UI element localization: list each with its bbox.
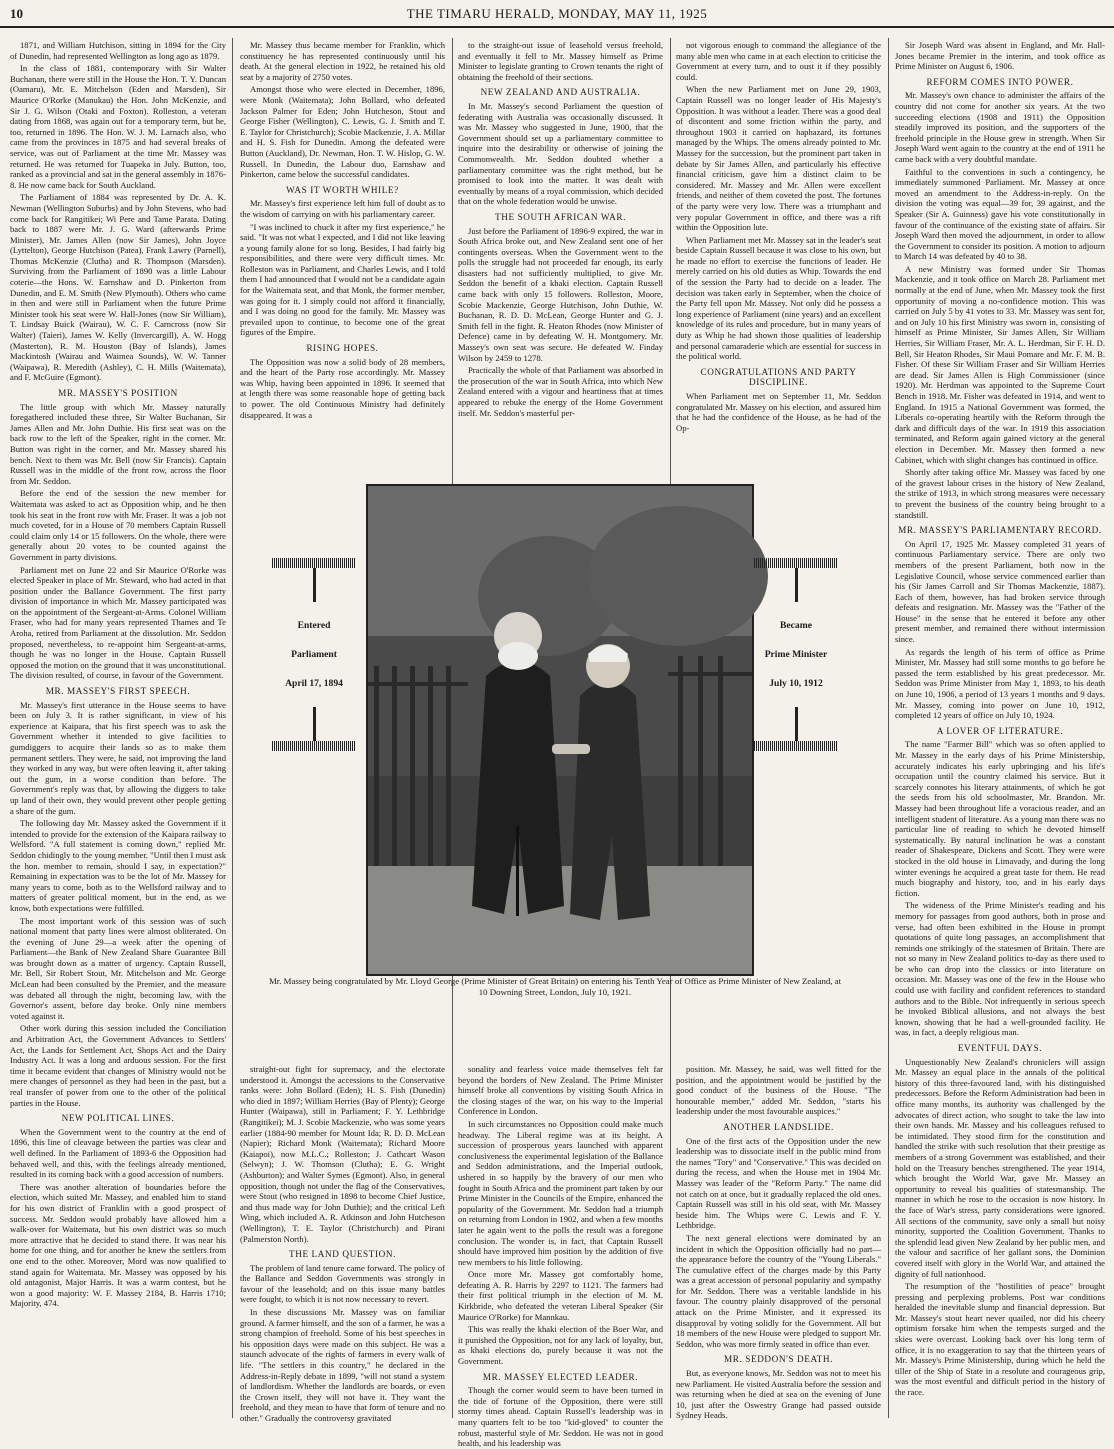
column-rule <box>888 38 889 1418</box>
section-heading: A LOVER OF LITERATURE. <box>936 725 1064 736</box>
paragraph: There was another alteration of boundaries before the election, which suited Mr. Massey, and enabled him to stand for his own district of Franklin with a good prospect of success. Mr. Seddon would probably have allowed him a walk-over for Waitemata, but his own district was so much more attractive that he decided to stand there. It was near his home for one thing, and for another he knew the settlers from one end to the other. Moreover, Mord was now qualified to stand again for Waitemata. Mr. Massey was opposed by his old antagonist, Major Harris. It was a warm contest, but he won a good majority: W. F. Massey 2184, B. Harris 1710; Majority, 474. <box>10 1181 226 1309</box>
column-5 <box>895 40 1105 1420</box>
paragraph: The Parliament of 1884 was represented by Dr. A. K. Newman (Wellington Suburbs) and by John Stevens, who had come back for Rangitikei; Wi Pere and Tame Parata. Dating back to 1887 were Mr. J. G. Ward (afterwards Prime Minister), Mr. James Allen (now Sir James), John Joyce (Lyttelton), George Hutchison (Patea), Frank Lawry (Parnell), Thomas McKenzie (Clutha) and R. Thompson (Marsden). Surviving from the Parliament of 1890 was a little Labour coterie—the Hons. W. Earnshaw and D. Pinkerton from Dunedin, and E. M. Smith (New Plymouth). Others who came in then and were still in Parliament when the future Prime Minister took his seat were W. Hall-Jones (now Sir William), T. Lindsay Buick (Wairau), W. C. F. Carncross (now Sir Walter) (Taieri), James W. Kelly (Invercargill), A. W. Hogg (Masterton), R. M. Houston (Bay of Islands), James Mackintosh (Wairau and Waimea Sounds), W. W. Tanner (Waipawa), R. Meredith (Ashley), C. H. Mills (Waitemata), and F. McGuire (Egmont). <box>10 192 226 383</box>
paragraph: The most important work of this session was of such national moment that party lines were almost obliterated. On the evening of June 29—a week after the opening of Parliament—the Bank of New Zealand Share Guarantee Bill was brought down as a matter of urgency. Captain Russell, Mr. Bell, Sir Robert Stout, Mr. Mitchelson and Mr. George McLean had been consulted by the Premier, and the measure was debated all through the night, becoming law, with the Governor's assent, before day broke. Only nine members voted against it. <box>10 915 226 1021</box>
paragraph: When Parliament met Mr. Massey sat in the leader's seat beside Captain Russell because it was close to his own, but he made no effort to exercise the functions of leader. He merely carried on his old duties as Whip. Towards the end of the session the Party had to decide on a leader. The decision was taken early in September, when the choice of the Party fell upon Mr. Massey. Not only did he possess a long experience of Parliament (nine years) and an excellent knowledge of its rules and procedure, but in many years of duty as Whip he had shown those qualities of leadership and personal camaraderie which are essential for success in the political world. <box>676 234 881 362</box>
paragraph: Mr. Massey's first utterance in the House seems to have been on July 3. It is rather significant, in view of his experience at Kaipara, that his first speech was to ask the Government whether it intended to give facilities to gumdiggers to acquire their lands so as to make them permanent settlers. They were, he said, not improving the land they worked in any way, but were often leaving it, after taking out the gum, in a worse condition than before. The Government's reply was that, by allowing the diggers to take up land of their own, they would prevent other people getting a share of the gum. <box>10 699 226 816</box>
panel-line: Prime Minister <box>764 649 828 660</box>
paragraph: When the new Parliament met on June 29, 1903, Captain Russell was no longer leader of His Majesty's Opposition. It was without a leader. There was a good deal of discontent and some friction within the party, and throughout 1903 it carried on haphazard, its fortunes managed by the Whips. The omens already pointed to Mr. Massey for the succession, but the prominent part taken in debate by Sir James Allen, and particularly his effective financial criticism, gave him a distinct claim to be considered. Mr. Massey and Mr. Allen were excellent friends, and neither of them coveted the post. The fortunes of the party were very low. There was a triumphant and very popular Government in office, and there was a rift within the Opposition lute. <box>676 84 881 233</box>
paragraph: Just before the Parliament of 1896-9 expired, the war in South Africa broke out, and New Zealand sent one of her contingents overseas. When the Government went to the polls the struggle had not proceeded far enough, its early disasters had not sufficiently multiplied, to give Mr. Seddon the benefit of a khaki election. Captain Russell came back with only 15 followers. Rolleston, Moore, Scobie Mackenzie, George Hutchison, John Duthie, W. Buchanan, R. D. D. McLean, George Hunter and G. J. Smith fell in the fight. R. Heaton Rhodes (now Minister of Defence) came in by defeating W. H. Montgomery. Mr. Massey's own seat was secure. He defeated W. Finday Wilson by 2459 to 1278. <box>458 225 663 363</box>
paragraph: In Mr. Massey's second Parliament the question of federating with Australia was occasionally discussed. It was Mr. Massey who suggested in June, 1900, that the Government should set up a parliamentary committee to inquire into the desirability or otherwise of joining the Commonwealth. Mr. Seddon doubted whether a parliamentary committee was the right method, but he promised to look into the matter. It was dealt with eventually by means of a royal commission, which decided that on the whole federation would be unwise. <box>458 100 663 207</box>
entered-parliament-panel <box>264 558 364 751</box>
photo-feature <box>264 478 846 1048</box>
paragraph: The little group with which Mr. Massey naturally foregathered included these three, Sir Walter Buchanan, Sir James Allen and Mr. John Duthie. His first seat was on the back row to the left of the Speaker, right in the corner. Mr. Button was right in the corner, and Mr. Massey shared his bench. Next to them was Mr. Bell (now Sir Francis). Captain Russell was in the middle of the front row, across the floor from Mr. Seddon. <box>10 401 226 486</box>
ornamental-bar <box>272 558 356 568</box>
section-heading: EVENTFUL DAYS. <box>957 1043 1043 1054</box>
paragraph: Faithful to the conventions in such a contingency, he immediately summoned Parliament. Mr. Massey at once moved an amendment to the Address-in-reply. On the division the voting was equal—39 for, 39 against, and the Speaker (Sir A. Guinness) gave his vote constitutionally in favour of the continuance of the existing state of affairs. Sir Joseph Ward then moved the adjournment, in order to allow the Government to consider its position. A motion to adjourn to March 14 was defeated by 40 to 38. <box>895 166 1105 262</box>
column-1 <box>10 40 226 1420</box>
paragraph: Sir Joseph Ward was absent in England, and Mr. Hall-Jones became Premier in the interim, and took office as Prime Minister on August 6, 1906. <box>895 40 1105 72</box>
ornamental-bar <box>272 741 356 751</box>
section-heading: RISING HOPES. <box>306 343 379 354</box>
paragraph: not vigorous enough to command the allegiance of the many able men who came in at each election to criticise the Government at every turn, and to oust it if they possibly could. <box>676 40 881 82</box>
section-heading: MR. MASSEY ELECTED LEADER. <box>482 1371 639 1382</box>
paragraph: One of the first acts of the Opposition under the new leadership was to dissociate itself in the public mind from the names "Tory" and "Conservative." This was decided on during the recess, and when the House met in 1904 Mr. Massey was leader of the "Reform Party." The name did not catch on at once, but it gradually replaced the old ones. Captain Russell was still in his old seat, with Mr. Massey beside him. The Whips were C. Lewis and F. Y. Lethbridge. <box>676 1135 881 1231</box>
paragraph: The problem of land tenure came forward. The policy of the Ballance and Seddon Governments was strongly in favour of the leasehold; and on this issue many battles were fought, to which it is not now necessary to revert. <box>240 1262 445 1305</box>
column-3-bottom <box>458 1064 663 1449</box>
paragraph: The name "Farmer Bill" which was so often applied to Mr. Massey in the early days of his Prime Ministership, accurately indicates his early upbringing and his life's occupation until the country claimed his service. But it scarcely connotes his literary attainments, of which he got the seeds from his old schoolmaster, Mr. Brandon. Mr. Massey had been throughout life a voracious reader, and an intelligent student of literature. As a young man there was no particular line of reading to which he devoted himself systematically. By natural inclination he was a constant reader of Shakespeare, Dickens and Scott. They were were stocked in the old house in Limavady, and during the long winter evenings he acquired a great taste for them. He read much biography and history, too, and in his early days fiction. <box>895 739 1105 898</box>
paragraph: Mr. Massey's first experience left him full of doubt as to the wisdom of carrying on with his parliamentary career. <box>240 198 445 219</box>
column-3-top <box>458 40 663 468</box>
column-4-bottom <box>676 1064 882 1421</box>
paragraph: In the class of 1881, contemporary with Sir Walter Buchanan, there were still in the House the Hon. T. Y. Duncan (Oamaru), Mr. E. Mitchelson (Eden and Marsden), Sir Maurice O'Rorke (Manukau) the Hon. John McKenzie, and Sir J. G. Wilson (Otaki and Foxton). Rolleston, a veteran dating from 1868, was again out for a temporary term, but he, too, returned in 1896. The Hon. W. J. M. Larnach also, who came from the provinces in 1875 and had several breaks of service, was out of Parliament at the time Mr. Massey was returned. He was returned for Tuapeka in July. Button, too, ranked as a provincial and sat in the general assembly in 1876-8. He now came back for South Auckland. <box>10 63 226 190</box>
panel-line: Became <box>780 620 812 631</box>
paragraph: to the straight-out issue of leasehold versus freehold, and eventually it fell to Mr. Massey himself as Prime Minister to legislate granting to Crown tenants the right of obtaining the freehold of their sections. <box>458 40 663 82</box>
section-heading: THE SOUTH AFRICAN WAR. <box>495 211 626 222</box>
ornamental-stem <box>795 707 798 741</box>
paragraph: Amongst those who were elected in December, 1896, were Monk (Waitemata); John Bollard, who defeated Jackson Palmer for Eden; John Hutcheson, Stout and George Fisher (Wellington), C. Lewis, G. J. Smith and T. E. Taylor for Christchurch); Scobie Mackenzie, J. A. Millar and H. S. Fish for Dunedin. Among the defeated were Button (Auckland), Dr. Newman, Hon. T. W. Hislop, G. W. Russell. In Dunedin, the Labour duo, Earnshaw and Pinkerton, came below the successful candidates. <box>240 84 445 180</box>
paragraph: The next general elections were dominated by an incident in which the Opposition officially had no part—the appearance before the country of the "Young Liberals." The cumulative effect of the charges made by this Party was a great accession of personal popularity and sympathy for Mr. Seddon. There was a veritable landslide in his favour. The country plainly disapproved of the personal attack on the Prime Minister, and it expressed its disapproval by voting solidly for the Government. All but 18 members of the new House were pledged to support Mr. Seddon, who was more firmly seated in office than ever. <box>676 1232 881 1349</box>
paragraph: The following day Mr. Massey asked the Government if it intended to provide for the extension of the Kaipara railway to Wellsford. "A full statement is coming down," replied Mr. Seddon chidingly to the young member. "Until then I must ask the hon. member to remain, should I say, in expectation?" Remaining in expectation was to be the lot of Mr. Massey for many years to come, both as to the Wellsford railway and to matters of greater political moment, but in the end, as we know, both expectations were fulfilled. <box>10 818 226 913</box>
paragraph: Once more Mr. Massey got comfortably home, defeating A. R. Harris by 2297 to 1121. The farmers had their first political triumph in the election of M. M. Kirkbride, who defeated the veteran Liberal Speaker (Sir Maurice O'Rorke) for Mannkau. <box>458 1269 663 1322</box>
section-heading: MR. MASSEY'S PARLIAMENTARY RECORD. <box>898 525 1102 536</box>
paragraph: Other work during this session included the Conciliation and Arbitration Act, the Government Advances to Settlers' Act, the Lands for Settlement Act, Shops Act and the Dairy Industry Act. It was a long and arduous session. For the first time it became evident that changes of Ministry would not be mere changes of personnel as they had been in the past, but a real transfer of power from one to the other of the political parties in the House. <box>10 1023 226 1108</box>
photo-caption: Mr. Massey being congratulated by Mr. Lloyd George (Prime Minister of Great Britain) on entering his Tenth Year of Office as Prime Minister of New Zealand, at 10 Downing Street, London, July 10, 1921. <box>268 976 842 997</box>
became-prime-minister-panel <box>746 558 846 751</box>
paragraph: Mr. Massey's own chance to administer the affairs of the country did not come for another six years. At the two succeeding elections (1908 and 1911) the Opposition steadily improved its position, and the supporters of the freehold principle in the House grew in strength. When Sir Joseph Ward went again to the country at the end of 1911 he came back with a very doubtful mandate. <box>895 90 1105 164</box>
masthead-title: THE TIMARU HERALD, MONDAY, MAY 11, 1925 <box>406 6 708 21</box>
section-heading: REFORM COMES INTO POWER. <box>926 76 1074 87</box>
paragraph: On April 17, 1925 Mr. Massey completed 31 years of continuous Parliamentary service. There are only two members of the present Parliament, both now in the Legislative Council, whose service commenced earlier than his (Sir James Carroll and Sir Thomas Mackenzie, 1887). Each of them, however, has had broken service through defeats and resignation. Mr. Massey was the "Father of the House" in the sense that he entered it before any other present member, and remained there without intermission since. <box>895 538 1105 645</box>
paragraph: Mr. Massey thus became member for Franklin, which constituency he has represented continuously until his death. At the general election in 1922, he retained his old seat by a majority of 2750 votes. <box>240 40 445 82</box>
panel-line: July 10, 1912 <box>769 678 823 689</box>
ornamental-stem <box>795 568 798 602</box>
paragraph: 1871, and William Hutchison, sitting in 1894 for the City of Dunedin, had represented Wellington as long ago as 1879. <box>10 40 226 61</box>
panel-line: Parliament <box>291 649 337 660</box>
column-rule <box>232 38 233 1418</box>
photo-illustration <box>368 486 752 974</box>
paragraph: As regards the length of his term of office as Prime Minister, Mr. Massey had still some months to go before he passed the term established by his great predecessor. Mr. Seddon was Prime Minister from May 1, 1893, to his death on June 10, 1906, a period of 13 years 1 months and 9 days. Mr. Massey, coming into power on June 10, 1912, completed 12 years of office on July 10, 1924. <box>895 646 1105 721</box>
paragraph: Practically the whole of that Parliament was absorbed in the prosecution of the war in South Africa, into which New Zealand entered with a vigour and heartiness that at times appeared to rebuke the energy of the Home Government itself. Mr. Seddon's masterful per- <box>458 365 663 418</box>
section-heading: ANOTHER LANDSLIDE. <box>723 1121 834 1132</box>
paragraph: The resumption of the "hostilities of peace" brought pressing and perplexing problems. Post war conditions heralded the inevitable slump and financial depression. But Mr. Massey's stout heart never quailed, nor did his cheery optimism forsake him when the tempests surged and the skies were overcast. Looking back over his long term of office, it is no exaggeration to say that the thirteen years of Mr. Massey's Prime Ministership, during which he held the tiller of the Ship of State in a resolute and courageous grip, was the most eventful and difficult period in the history of the race. <box>895 1281 1105 1398</box>
column-4-top <box>676 40 881 468</box>
photograph <box>366 484 754 976</box>
section-heading: WAS IT WORTH WHILE? <box>286 184 399 195</box>
paragraph: The Opposition was now a solid body of 28 members, and the heart of the Party rose accordingly. Mr. Massey was Whip, having been appointed in 1896. It seemed that at length there was some reasonable hope of getting back to power. The old Continuous Ministry had definitely disappeared. It was a <box>240 356 445 420</box>
ornamental-bar <box>754 741 838 751</box>
paragraph: Unquestionably New Zealand's chroniclers will assign Mr. Massey an equal place in the annals of the political history of this three-favoured land, with his distinguished predecessors. Before the Reform Administration had been in office many months, its authority was challenged by the advocates of direct action, who sought to take the law into their own hands. Mr. Massey and his colleagues refused to be intimidated. They stood firm for the constitution and handled the strike with such resolution that their prestige as members of a strong Government was established, and their hold on the Treasury benches strengthened. The year 1914, which brought the World War, gave Mr. Massey an opportunity to reveal his qualities of statesmanship. The manner in which he rose to the occasion is now history. In the face of War's stress, party considerations were ignored. All sections of the community, save only a small but noisy minority, supported the Coalition Government. Thanks to the splendid lead given New Zealand by her public men, and the valour and sacrifice of her gallant sons, the Dominion covered itself with glory in the World War, and attained the dignity of full nationhood. <box>895 1056 1105 1279</box>
paragraph: position. Mr. Massey, he said, was well fitted for the position, and the appointment would be justified by the good conduct of the business of the House. "The honourable member," added Mr. Seddon, "starts his leadership under the most favourable auspices." <box>676 1064 881 1117</box>
paragraph: A new Ministry was formed under Sir Thomas Mackenzie, and it took office on March 28. Parliament met normally at the end of June, when Mr. Massey took the first opportunity of moving a no-confidence motion. This was carried on July 5 by 41 votes to 33. Mr. Massey was sent for, and on July 10 his first Ministry was sworn in, consisting of himself as Prime Minister, Sir James Allen, Sir William Herries, Sir William Fraser, Mr. A. L. Herdman, Sir F. H. D. Bell, Sir Heaton Rhodes, Sir Maui Pomare and Mr. F. M. B. Fisher. Of these Sir William Fraser and Sir William Herries are dead. Sir James Allen is High Commissioner (since 1920). Mr. Herdman was appointed to the Supreme Court Bench in 1918. Mr. Fisher was defeated in 1914, and went to England. In 1915 a National Government was formed, the Liberals co-operating heartily with the Reform through the dark and difficult days of the war. In 1919 this association terminated, and Reform again gained victory at the general election in December. Mr. Massey then formed a new Cabinet, which with slight changes has continued in office. <box>895 263 1105 465</box>
paragraph: "I was inclined to chuck it after my first experience," he said. "It was not what I expected, and I did not like leaving a young family alone for so long. Besides, I had fairly big responsibilities, and there were very difficult times. Mr. Rolleston was in Parliament, and Charles Lewis, and I told them I had announced that I would not be a candidate again for the Waitemata seat, and that Monk, the former member, was going for it. I simply could not afford it financially, and I was doing no good for the family. Mr. Massey was prevailed upon to continue, to become one of the great figures of the Empire. <box>240 221 445 338</box>
paragraph: In such circumstances no Opposition could make much headway. The Liberal regime was at its height. A succession of prosperous years launched with apparent conclusiveness the experimental legislation of the Ballance and Seddon administrations, and the Imperial outlook, ushered in so happily by the bravery of our men who fought in South Africa and the prominent part taken by our Prime Minister in the Councils of the Empire, enhanced the popularity of the Government. Mr. Seddon had a triumph on returning from London in 1902, and when a few months later he again went to the polls the result was a foregone conclusion. The wonder is, in fact, that Captain Russell should have improved him position by the addition of five new members to his little following. <box>458 1118 663 1267</box>
paragraph: When Parliament met on September 11, Mr. Seddon congratulated Mr. Massey on his election, and assured him that he had the confidence of the House, as he had of the Op- <box>676 391 881 433</box>
paragraph: When the Government went to the country at the end of 1896, this line of cleavage between the parties was clear and well defined. In the Parliament of 1893-6 the Opposition had behaved well, and this, with the feelings already mentioned, resulted in its coming back with a good accession of numbers. <box>10 1126 226 1180</box>
paragraph: straight-out fight for supremacy, and the electorate understood it. Amongst the accessions to the Conservative ranks were: John Bollard (Eden); H. S. Fish (Dunedin) who died in 1897; William Herries (Bay of Plenty); George Hunter (Waipawa), still in Parliament; F. Y. Lethbridge (Rangitikei); M. J. Scobie Mackenzie, who was some years earlier (1884-90 member for Mount Ida; R. D. D. McLean (Napier); Richard Monk (Waitemata); Richard Moore (Kaiapoi), now M.L.C.; Rolleston; J. Cathcart Wason (Selwyn); J. W. Thomson (Clutha); E. G. Wright (Ashburton); and Walter Symes (Egmont). Also, in general opposition, though not under the flag of the Conservatives, were Stout (who resigned in 1898 to become Chief Justice, and thus made way for John Duthie); and the critical Left Wing, which included A. R. Atkinson and John Hutcheson (Wellington), T. E. Taylor (Christchurch) and Pirani (Palmerston North). <box>240 1064 445 1244</box>
ornamental-stem <box>313 707 316 741</box>
paragraph: Before the end of the session the new member for Waitemata was asked to act as Opposition whip, and he then took his seat in the front row with Mr. Fraser. It was a job not much coveted, for in a House of 70 members Captain Russell could claim only 14 or 15 followers. On the whole, there were generally about 20 votes to be counted against the Government in party divisions. <box>10 488 226 562</box>
paragraph: Shortly after taking office Mr. Massey was faced by one of the gravest labour crises in the history of New Zealand, the strike of 1913, in which strong measures were necessary to prevent the business of the country being brought to a standstill. <box>895 467 1105 520</box>
masthead <box>0 0 1114 28</box>
ornamental-bar <box>754 558 838 568</box>
panel-line: April 17, 1894 <box>285 678 343 689</box>
paragraph: This was really the khaki election of the Boer War, and it punished the Opposition, not for any lack of loyalty, but, as khaki elections do, purely because it was not the Government. <box>458 1324 663 1367</box>
paragraph: The wideness of the Prime Minister's reading and his memory for passages from good authors, both in prose and verse, had often been exhibited in the House in prompt quotations of quite long passages, an accomplishment that reminds one strikingly of the statesmen of Britain. There are not so many in New Zealand politics to-day as there used to be who can drop into the classics or into literature on occasion. Mr. Massey was one of the few in the House who could use with facility and confident references to standard authors and to the Bible. Not infrequently in serious speech he invoked Biblical allusions, and not always the best known, showing that he had a well-grounded facility. He was, in fact, a deeply religious man. <box>895 900 1105 1038</box>
section-heading: MR. MASSEY'S FIRST SPEECH. <box>45 686 191 697</box>
section-heading: THE LAND QUESTION. <box>289 1249 396 1260</box>
panel-line: Entered <box>297 620 331 631</box>
section-heading: NEW ZEALAND AND AUSTRALIA. <box>480 87 641 98</box>
paragraph: Parliament met on June 22 and Sir Maurice O'Rorke was elected Speaker in place of Mr. Steward, who had acted in that position under the Ballance Government. The first party division of importance in which Mr. Massey participated was on the appointment of the Sergeant-at-Arms. Colonel William Fraser, who had for many years represented Thames and Te Aroha, retired from Parliament at the dissolution. Mr. Seddon proposed, nevertheless, to re-appoint him Sergeant-at-arms, though he was no longer in the House. Captain Russell opposed the motion on the ground that it was unconstitutional. The division resulted, of course, in favour of the Government. <box>10 564 226 681</box>
ornamental-stem <box>313 568 316 602</box>
column-2-bottom <box>240 1064 445 1423</box>
section-heading: MR. MASSEY'S POSITION <box>58 388 178 398</box>
paragraph: Though the corner would seem to have been turned in the tide of fortune of the Opposition, there were still stormy times ahead. Captain Russell's leadership was in many quarters felt to be too "kid-gloved" to counter the robust, masterful style of Mr. Seddon. He was not in good health, and his leadership was <box>458 1385 663 1449</box>
section-heading: CONGRATULATIONS AND PARTY DISCIPLINE. <box>700 366 857 388</box>
section-heading: NEW POLITICAL LINES. <box>61 1113 175 1124</box>
page-number: 10 <box>10 6 23 21</box>
section-heading: MR. SEDDON'S DEATH. <box>723 1354 834 1365</box>
paragraph: sonality and fearless voice made themselves felt far beyond the borders of New Zealand. The Prime Minister himself broke all conventions by visiting South Africa in the closing stages of the war, on his way to the Imperial Conference in London. <box>458 1064 663 1117</box>
column-2-top <box>240 40 445 468</box>
paragraph: But, as everyone knows, Mr. Seddon was not to meet his new Parliament. He visited Australia before the session and was returning when he died at sea on the evening of June 10, just after the Oswestry Grange had passed outside Sydney Heads. <box>676 1368 882 1421</box>
paragraph: In these discussions Mr. Massey was on familiar ground. A farmer himself, and the son of a farmer, he was a strong champion of freehold. Some of his best speeches in his opposition days were made on this subject. He was a staunch advocate of the rights of farmers in every walk of life. "The settlers in this country," he declared in the Address-in-Reply debate in 1899, "will not stand a system of landlordism. Whether the landlords are boards, or even the Crown itself, they will not have it. They want the freehold, and they mean to have that form of tenure and no other." Gradually the controversy gravitated <box>240 1307 445 1423</box>
